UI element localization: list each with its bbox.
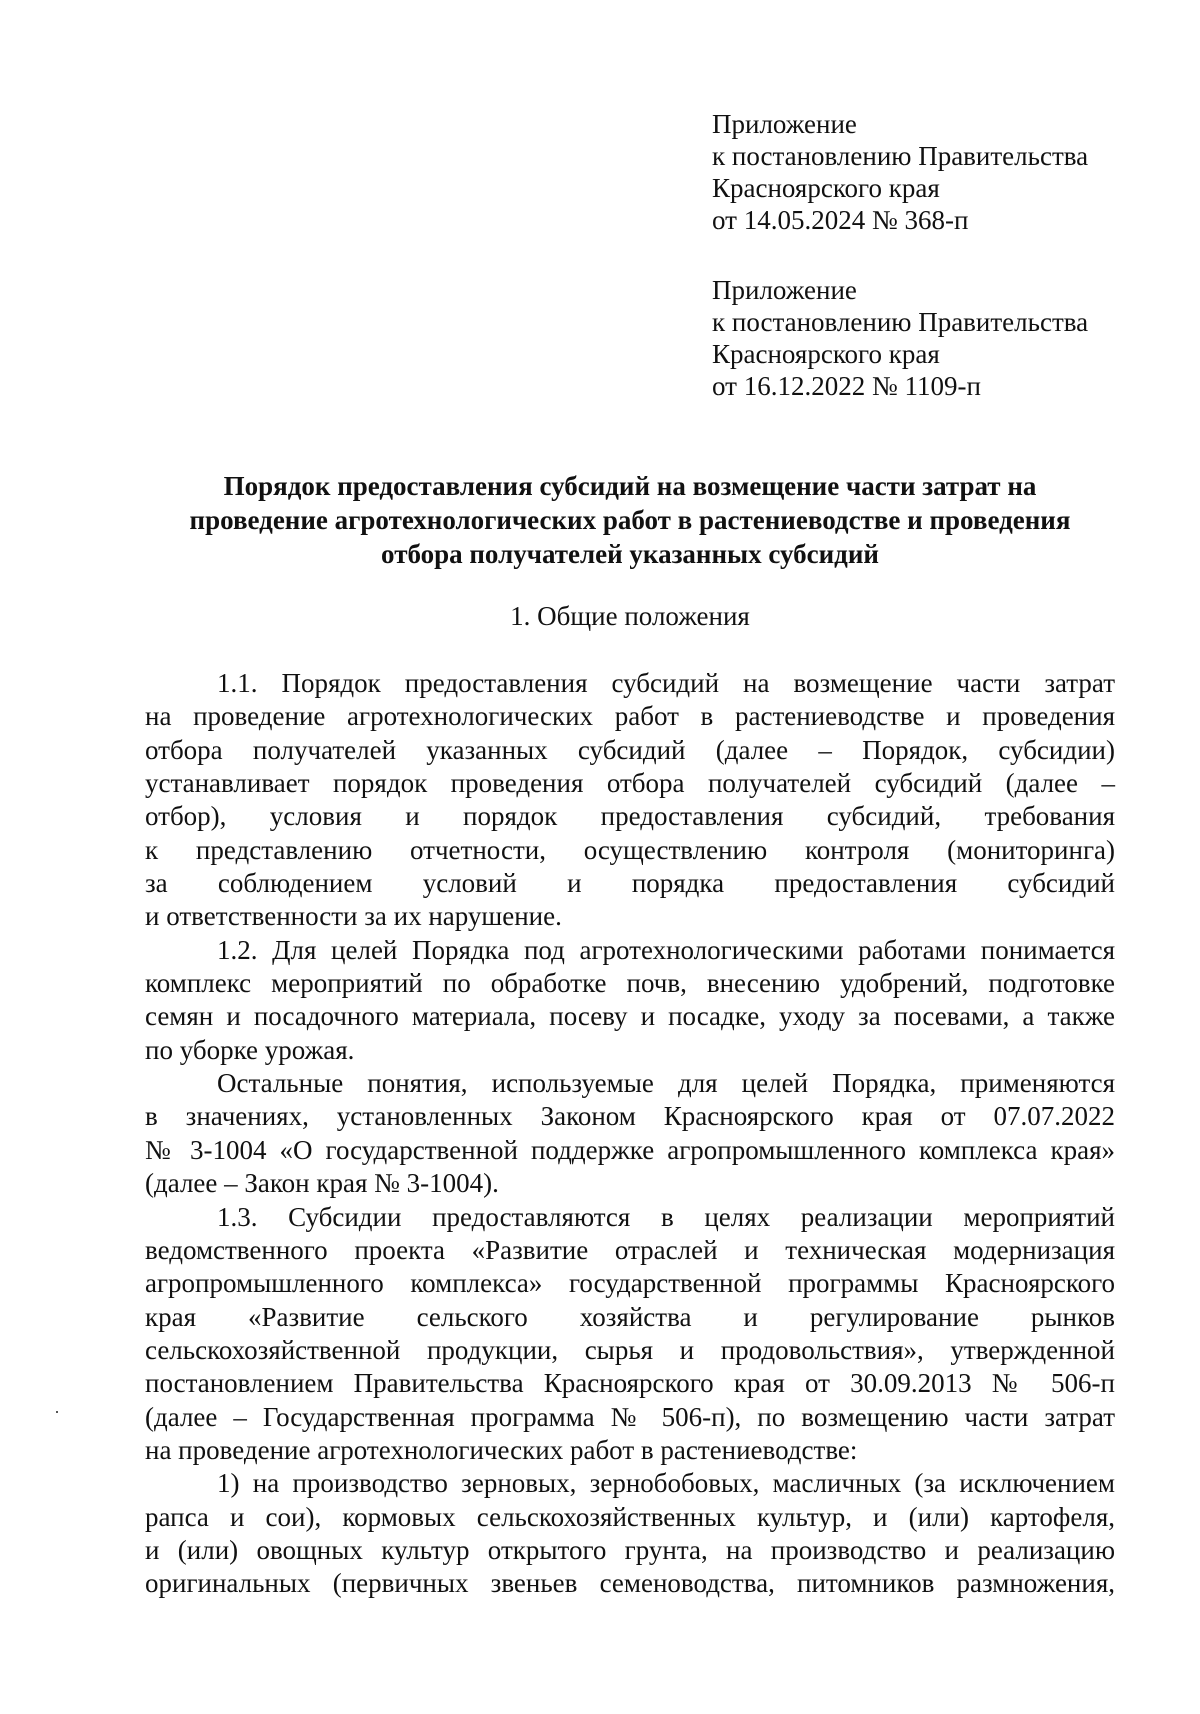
paragraph-line: и ответственности за их нарушение. bbox=[145, 901, 562, 932]
document-body bbox=[145, 667, 1115, 1601]
appendix-line: Приложение bbox=[712, 275, 857, 305]
appendix-line: Красноярского края bbox=[712, 339, 940, 369]
paragraph-line: 1.3. Субсидии предоставляются в целях реализации мероприятий bbox=[217, 1201, 1115, 1232]
appendix-line: от 14.05.2024 № 368-п bbox=[712, 205, 969, 235]
appendix-line: Красноярского края bbox=[712, 173, 940, 203]
paragraph-line: к представлению отчетности, осуществлению контроля (мониторинга) bbox=[145, 834, 1115, 865]
paragraph-line: края «Развитие сельского хозяйства и регулирование рынков bbox=[145, 1301, 1115, 1332]
paragraph-line: Остальные понятия, используемые для целей Порядка, применяются bbox=[217, 1068, 1115, 1099]
section-heading: 1. Общие положения bbox=[510, 601, 750, 631]
title-line: отбора получателей указанных субсидий bbox=[381, 539, 879, 569]
paragraph-line: отбора получателей указанных субсидий (далее – Порядок, субсидии) bbox=[145, 734, 1115, 765]
appendix-block-current bbox=[712, 108, 1088, 236]
appendix-block-previous bbox=[712, 274, 1088, 402]
paragraph-line: оригинальных (первичных звеньев семеноводства, питомников размножения, bbox=[145, 1568, 1115, 1599]
paragraph-line: (далее – Закон края № 3-1004). bbox=[145, 1168, 499, 1199]
paragraph-line: сельскохозяйственной продукции, сырья и продовольствия», утвержденной bbox=[145, 1334, 1115, 1365]
paragraph-line: на проведение агротехнологических работ в растениеводстве и проведения bbox=[145, 701, 1115, 732]
paragraph-line: 1) на производство зерновых, зернобобовых, масличных (за исключением bbox=[217, 1468, 1115, 1499]
paragraph-line: на проведение агротехнологических работ в растениеводстве: bbox=[145, 1434, 858, 1465]
paragraph-line: семян и посадочного материала, посеву и посадке, уходу за посевами, а также bbox=[145, 1001, 1115, 1032]
paragraph-line: 1.1. Порядок предоставления субсидий на возмещение части затрат bbox=[217, 668, 1115, 698]
paragraph-line: отбор), условия и порядок предоставления субсидий, требования bbox=[145, 801, 1115, 832]
paragraph-line: по уборке урожая. bbox=[145, 1034, 355, 1065]
title-line: проведение агротехнологических работ в растениеводстве и проведения bbox=[189, 505, 1071, 535]
appendix-line: к постановлению Правительства bbox=[712, 307, 1089, 337]
paragraph-line: рапса и сои), кормовых сельскохозяйственных культур, и (или) картофеля, bbox=[145, 1501, 1115, 1532]
document-title bbox=[145, 469, 1115, 571]
paragraph-line: № 3-1004 «О государственной поддержке агропромышленного комплекса края» bbox=[145, 1134, 1115, 1165]
paragraph-line: в значениях, установленных Законом Красноярского края от 07.07.2022 bbox=[145, 1101, 1115, 1132]
paragraph-line: комплекс мероприятий по обработке почв, внесению удобрений, подготовке bbox=[145, 968, 1115, 999]
paragraph-line: постановлением Правительства Красноярского края от 30.09.2013 № 506-п bbox=[145, 1368, 1115, 1399]
scan-speck bbox=[56, 1411, 58, 1413]
paragraph-line: и (или) овощных культур открытого грунта, на производство и реализацию bbox=[145, 1534, 1115, 1565]
paragraph-line: агропромышленного комплекса» государственной программы Красноярского bbox=[145, 1268, 1115, 1299]
appendix-line: от 16.12.2022 № 1109-п bbox=[712, 371, 981, 401]
paragraph-line: (далее – Государственная программа № 506-п), по возмещению части затрат bbox=[145, 1401, 1115, 1432]
appendix-line: к постановлению Правительства bbox=[712, 141, 1089, 171]
appendix-line: Приложение bbox=[712, 109, 857, 139]
title-line: Порядок предоставления субсидий на возмещение части затрат на bbox=[223, 471, 1037, 501]
paragraph-line: 1.2. Для целей Порядка под агротехнологическими работами понимается bbox=[217, 934, 1115, 965]
paragraph-line: за соблюдением условий и порядка предоставления субсидий bbox=[145, 868, 1115, 899]
paragraph-line: устанавливает порядок проведения отбора получателей субсидий (далее – bbox=[145, 768, 1115, 799]
paragraph-line: ведомственного проекта «Развитие отраслей и техническая модернизация bbox=[145, 1234, 1115, 1265]
